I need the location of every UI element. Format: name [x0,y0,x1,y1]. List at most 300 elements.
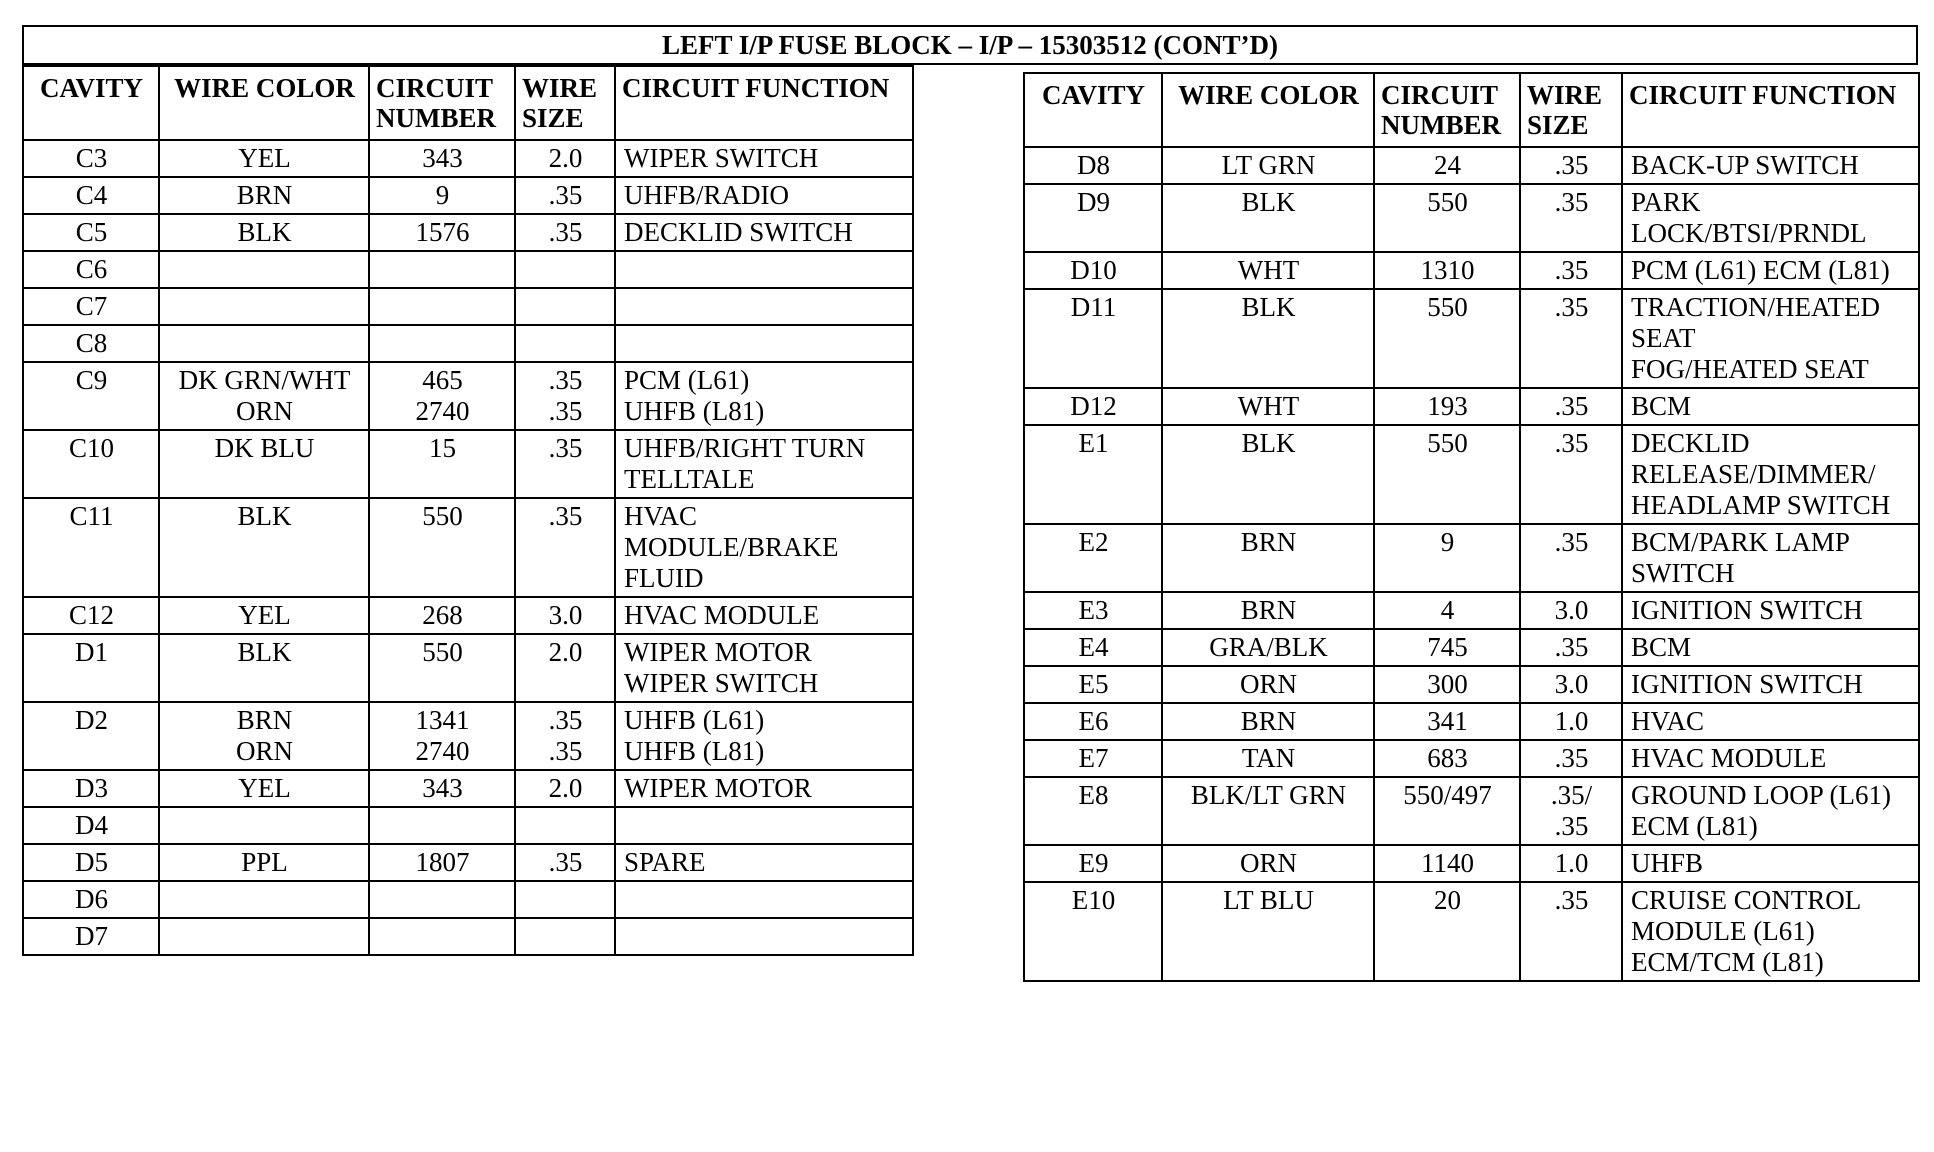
cell-wire-color [1162,425,1374,524]
cell-circuit-number [369,597,515,634]
cell-circuit-function-line: FOG/HEATED SEAT [1631,354,1869,384]
cell-circuit-function-line: PCM (L61) [624,365,750,395]
cell-circuit-function-line: ECM (L81) [1631,811,1758,841]
cell-circuit-number [1374,388,1520,425]
table-row [23,918,913,955]
table-row [1024,252,1919,289]
cell-circuit-number [1374,184,1520,252]
cell-wire-size [515,214,615,251]
cell-circuit-number-line: 9 [1440,527,1455,557]
table-row [23,634,913,702]
cell-wire-size-line: 1.0 [1554,706,1589,736]
cell-wire-size-line: .35 [548,501,583,531]
cell-circuit-function-line: WIPER MOTOR [624,773,812,803]
cell-wire-size [1520,147,1622,184]
cell-circuit-number-line: 745 [1427,632,1468,662]
cell-circuit-number [1374,629,1520,666]
cell-wire-size [1520,703,1622,740]
cell-circuit-function-line: WIPER SWITCH [624,143,819,173]
cell-circuit-function-line: UHFB/RIGHT TURN [624,433,866,463]
cell-circuit-function [1622,703,1919,740]
cell-circuit-number-line: 1341 [415,705,470,735]
cell-circuit-function [615,251,913,288]
table-row [23,214,913,251]
table-row [1024,703,1919,740]
table-row [23,881,913,918]
cell-wire-color-line: DK BLU [214,433,315,463]
cell-wire-size-line: .35 [1554,527,1589,557]
cell-wire-size-line: .35 [1554,632,1589,662]
cell-cavity: D6 [23,881,159,918]
cell-circuit-function [1622,184,1919,252]
cell-wire-size [515,702,615,770]
cell-wire-color-line: BRN [236,705,293,735]
cell-wire-size-line: .35/ [1550,780,1593,810]
cell-circuit-function-line: BCM [1631,632,1692,662]
cell-wire-color [159,881,369,918]
cell-wire-size [1520,740,1622,777]
cell-circuit-number-line: 550 [422,637,463,667]
cell-circuit-function [1622,629,1919,666]
cell-wire-color [1162,388,1374,425]
cell-wire-size-line: .35 [1554,187,1589,217]
cell-circuit-number [369,430,515,498]
cell-wire-color-line: BLK [1241,187,1296,217]
cell-wire-color [159,770,369,807]
cell-circuit-function-line: UHFB/RADIO [624,180,790,210]
cell-cavity: E6 [1024,703,1162,740]
cell-wire-size-line: .35 [1554,292,1589,322]
header-circuit-number-line2: NUMBER [376,103,496,133]
cell-wire-color [159,362,369,430]
cell-circuit-function [1622,777,1919,845]
cell-circuit-function-line: LOCK/BTSI/PRNDL [1631,218,1867,248]
table-row [1024,388,1919,425]
table-row [23,498,913,597]
cell-wire-size [515,498,615,597]
cell-cavity: D12 [1024,388,1162,425]
header-wire-size-line1: WIRE [1527,80,1603,110]
cell-cavity: E3 [1024,592,1162,629]
cell-cavity: C6 [23,251,159,288]
cell-cavity: E1 [1024,425,1162,524]
cell-wire-size [515,844,615,881]
cell-wire-size-line: 3.0 [548,600,583,630]
cell-circuit-number-line: 550 [1427,292,1468,322]
cell-wire-size [1520,845,1622,882]
cell-circuit-number-line: 550 [422,501,463,531]
cell-circuit-function-line: UHFB (L81) [624,396,765,426]
cell-cavity: C11 [23,498,159,597]
cell-cavity: C9 [23,362,159,430]
cell-wire-color [1162,289,1374,388]
cell-circuit-number-line: 343 [422,143,463,173]
cell-wire-color-line: BLK [237,501,292,531]
table-row [1024,524,1919,592]
cell-wire-size-line: 1.0 [1554,848,1589,878]
cell-wire-color-line: WHT [1237,391,1300,421]
cell-cavity: E2 [1024,524,1162,592]
cell-wire-color [159,251,369,288]
cell-circuit-number [369,288,515,325]
cell-circuit-function [615,881,913,918]
cell-wire-size [1520,289,1622,388]
header-circuit-number-line1: CIRCUIT [1381,80,1499,110]
cell-wire-color [159,844,369,881]
cell-circuit-function-line: ECM/TCM (L81) [1631,947,1824,977]
cell-circuit-number [369,214,515,251]
table-row [1024,425,1919,524]
cell-circuit-function-line: HVAC MODULE [624,600,820,630]
cell-circuit-number [1374,703,1520,740]
cell-cavity: C10 [23,430,159,498]
header-circuit-number-line1: CIRCUIT [376,73,494,103]
cell-wire-color-line: LT BLU [1223,885,1314,915]
left-table-body [23,140,913,955]
cell-wire-color [1162,777,1374,845]
cell-circuit-number-line: 1576 [415,217,470,247]
cell-circuit-number [1374,252,1520,289]
cell-circuit-function [615,214,913,251]
cell-wire-color [1162,666,1374,703]
cell-wire-size [1520,425,1622,524]
cell-circuit-number [1374,425,1520,524]
cell-wire-size [515,430,615,498]
cell-circuit-function-line: UHFB [1631,848,1704,878]
cell-circuit-number [369,325,515,362]
cell-wire-size-line: .35 [548,180,583,210]
cell-wire-size [515,140,615,177]
table-row [23,288,913,325]
cell-circuit-function [1622,252,1919,289]
cell-circuit-number [369,844,515,881]
cell-circuit-function-line: SEAT [1631,323,1696,353]
header-wire-size-line1: WIRE [522,73,598,103]
cell-circuit-function [615,702,913,770]
cell-cavity: C7 [23,288,159,325]
cell-wire-color-line: YEL [238,600,291,630]
cell-cavity: E10 [1024,882,1162,981]
cell-circuit-number [369,881,515,918]
cell-wire-size [515,770,615,807]
right-fuse-table [1023,72,1920,982]
cell-circuit-number [1374,777,1520,845]
left-fuse-table [22,65,914,956]
cell-circuit-number [369,251,515,288]
cell-circuit-number [1374,289,1520,388]
cell-circuit-number [1374,147,1520,184]
cell-circuit-function-line: TELLTALE [624,464,755,494]
cell-circuit-function [615,430,913,498]
cell-circuit-function-line: DECKLID SWITCH [624,217,853,247]
cell-wire-color [159,918,369,955]
cell-circuit-function-line: WIPER MOTOR [624,637,812,667]
cell-wire-size-line: 3.0 [1554,669,1589,699]
header-wire-size [1520,73,1622,147]
header-cavity: CAVITY [23,66,159,140]
cell-circuit-number-line: 9 [435,180,450,210]
cell-circuit-function-line: MODULE (L61) [1631,916,1815,946]
header-circuit-function: CIRCUIT FUNCTION [1622,73,1919,147]
cell-circuit-number-line: 550 [1427,428,1468,458]
cell-circuit-number [1374,666,1520,703]
cell-wire-color-line: YEL [238,773,291,803]
cell-circuit-function [1622,740,1919,777]
cell-circuit-number [369,177,515,214]
cell-wire-color [159,634,369,702]
cell-circuit-function [1622,666,1919,703]
cell-circuit-function [615,288,913,325]
cell-wire-color [159,325,369,362]
cell-circuit-number-line: 550/497 [1403,780,1492,810]
cell-circuit-function [1622,592,1919,629]
header-wire-size-line2: SIZE [1527,110,1589,140]
cell-wire-color-line: ORN [235,736,293,766]
cell-wire-size-line: 2.0 [548,773,583,803]
cell-circuit-number [1374,740,1520,777]
cell-circuit-function [615,770,913,807]
right-table-body [1024,147,1919,981]
cell-wire-size-line: .35 [1554,150,1589,180]
cell-wire-color [1162,845,1374,882]
table-row [1024,289,1919,388]
cell-wire-color [159,177,369,214]
header-cavity: CAVITY [1024,73,1162,147]
cell-wire-size [515,362,615,430]
cell-wire-color-line: DK GRN/WHT [178,365,351,395]
cell-wire-color-line: YEL [238,143,291,173]
cell-cavity: D5 [23,844,159,881]
cell-circuit-number-line: 20 [1434,885,1461,915]
cell-wire-color [1162,629,1374,666]
cell-circuit-number-line: 4 [1440,595,1455,625]
cell-circuit-number-line: 1807 [415,847,470,877]
header-wire-color: WIRE COLOR [1162,73,1374,147]
cell-circuit-function-line: DECKLID [1631,428,1750,458]
cell-wire-size-line: .35 [548,736,583,766]
cell-circuit-function [615,140,913,177]
cell-cavity: C4 [23,177,159,214]
cell-wire-color-line: BLK [1241,428,1296,458]
table-row [23,362,913,430]
cell-circuit-function-line: IGNITION SWITCH [1631,595,1863,625]
cell-circuit-function-line: HEADLAMP SWITCH [1631,490,1891,520]
header-circuit-number-line2: NUMBER [1381,110,1501,140]
cell-wire-color-line: ORN [1239,848,1297,878]
table-row [1024,147,1919,184]
cell-wire-color [1162,592,1374,629]
cell-wire-size-line: .35 [1554,885,1589,915]
cell-circuit-function-line: IGNITION SWITCH [1631,669,1863,699]
cell-wire-color [159,498,369,597]
cell-cavity: D1 [23,634,159,702]
cell-cavity: D11 [1024,289,1162,388]
cell-wire-size [515,807,615,844]
cell-wire-size [515,288,615,325]
cell-wire-size [515,881,615,918]
cell-circuit-function [615,807,913,844]
cell-wire-color-line: BLK [237,637,292,667]
cell-circuit-function-line: TRACTION/HEATED [1631,292,1880,322]
cell-wire-size [1520,629,1622,666]
cell-wire-color [159,140,369,177]
cell-circuit-number-line: 300 [1427,669,1468,699]
cell-circuit-function-line: UHFB (L81) [624,736,765,766]
cell-cavity: C12 [23,597,159,634]
cell-wire-size-line: .35 [1554,391,1589,421]
cell-wire-size [515,597,615,634]
table-row [23,844,913,881]
cell-circuit-function-line: CRUISE CONTROL [1631,885,1862,915]
cell-circuit-number [1374,845,1520,882]
header-circuit-number [1374,73,1520,147]
cell-circuit-function [615,498,913,597]
cell-circuit-number [369,362,515,430]
cell-circuit-function [615,362,913,430]
cell-circuit-function-line: HVAC MODULE [1631,743,1827,773]
cell-wire-size [1520,882,1622,981]
cell-circuit-number-line: 1310 [1420,255,1475,285]
cell-circuit-function-line: MODULE/BRAKE [624,532,839,562]
cell-cavity: E9 [1024,845,1162,882]
cell-wire-size [1520,666,1622,703]
cell-wire-size [1520,524,1622,592]
cell-circuit-number-line: 343 [422,773,463,803]
cell-wire-color [1162,252,1374,289]
table-row [23,251,913,288]
cell-circuit-number [369,140,515,177]
table-row [1024,666,1919,703]
cell-wire-size-line: .35 [1554,255,1589,285]
cell-cavity: C5 [23,214,159,251]
cell-circuit-number-line: 1140 [1421,848,1474,878]
cell-cavity: C8 [23,325,159,362]
table-row [23,702,913,770]
cell-circuit-number-line: 2740 [415,396,470,426]
cell-wire-size-line: 2.0 [548,637,583,667]
cell-wire-size-line: 3.0 [1554,595,1589,625]
cell-wire-color-line: TAN [1241,743,1296,773]
cell-wire-size-line: .35 [548,847,583,877]
cell-wire-color-line: BLK [237,217,292,247]
cell-wire-size-line: .35 [548,433,583,463]
cell-cavity: D10 [1024,252,1162,289]
cell-circuit-number [369,918,515,955]
cell-circuit-function [1622,845,1919,882]
cell-wire-color-line: WHT [1237,255,1300,285]
cell-circuit-number [1374,592,1520,629]
cell-circuit-function-line: PARK [1631,187,1701,217]
cell-circuit-function-line: BCM/PARK LAMP [1631,527,1850,557]
cell-wire-size [1520,388,1622,425]
cell-cavity: E5 [1024,666,1162,703]
cell-wire-color [159,430,369,498]
cell-wire-size-line: .35 [1554,428,1589,458]
cell-wire-size [1520,777,1622,845]
header-wire-size-line2: SIZE [522,103,584,133]
cell-circuit-function-line: UHFB (L61) [624,705,765,735]
cell-circuit-function [1622,882,1919,981]
table-row [1024,184,1919,252]
cell-wire-color-line: BLK/LT GRN [1190,780,1347,810]
header-wire-size [515,66,615,140]
cell-wire-size [1520,184,1622,252]
cell-wire-color-line: BRN [236,180,293,210]
cell-cavity: C3 [23,140,159,177]
cell-circuit-number-line: 24 [1434,150,1461,180]
cell-circuit-number-line: 268 [422,600,463,630]
cell-circuit-function-line: SWITCH [1631,558,1735,588]
cell-wire-size [515,177,615,214]
cell-wire-color [1162,147,1374,184]
cell-circuit-number [1374,882,1520,981]
cell-circuit-number [369,770,515,807]
cell-wire-color-line: BRN [1240,527,1297,557]
cell-circuit-number [369,702,515,770]
table-row [1024,740,1919,777]
cell-circuit-function-line: WIPER SWITCH [624,668,819,698]
cell-circuit-function-line: GROUND LOOP (L61) [1631,780,1891,810]
cell-circuit-function [615,844,913,881]
cell-wire-size-line: .35 [548,396,583,426]
cell-circuit-function [1622,524,1919,592]
header-circuit-number [369,66,515,140]
cell-wire-color-line: LT GRN [1221,150,1316,180]
cell-cavity: E4 [1024,629,1162,666]
cell-wire-color-line: PPL [241,847,288,877]
cell-cavity: D2 [23,702,159,770]
table-row [1024,777,1919,845]
cell-wire-size-line: .35 [548,217,583,247]
cell-circuit-function-line: PCM (L61) ECM (L81) [1631,255,1890,285]
cell-wire-color [1162,740,1374,777]
cell-circuit-function-line: SPARE [624,847,706,877]
table-row [23,770,913,807]
cell-circuit-function [615,177,913,214]
header-wire-color: WIRE COLOR [159,66,369,140]
cell-cavity: D8 [1024,147,1162,184]
table-row [1024,882,1919,981]
cell-circuit-number [369,634,515,702]
cell-wire-color-line: ORN [235,396,293,426]
cell-wire-color [159,214,369,251]
cell-wire-color [159,702,369,770]
cell-circuit-function [1622,388,1919,425]
table-row [23,807,913,844]
cell-circuit-number-line: 683 [1427,743,1468,773]
table-row [1024,629,1919,666]
cell-wire-size-line: .35 [1554,811,1589,841]
header-circuit-function: CIRCUIT FUNCTION [615,66,913,140]
cell-wire-color-line: ORN [1239,669,1297,699]
cell-cavity: D9 [1024,184,1162,252]
cell-wire-color [1162,184,1374,252]
cell-wire-size [515,918,615,955]
cell-circuit-function [615,597,913,634]
cell-circuit-function [615,325,913,362]
cell-circuit-number-line: 341 [1427,706,1468,736]
cell-circuit-function [1622,147,1919,184]
cell-wire-size-line: .35 [548,705,583,735]
cell-wire-color [159,597,369,634]
cell-wire-size-line: .35 [1554,743,1589,773]
table-row [23,177,913,214]
cell-wire-size [515,634,615,702]
cell-circuit-function [1622,425,1919,524]
table-row [23,430,913,498]
cell-circuit-number [1374,524,1520,592]
cell-wire-color-line: BRN [1240,706,1297,736]
